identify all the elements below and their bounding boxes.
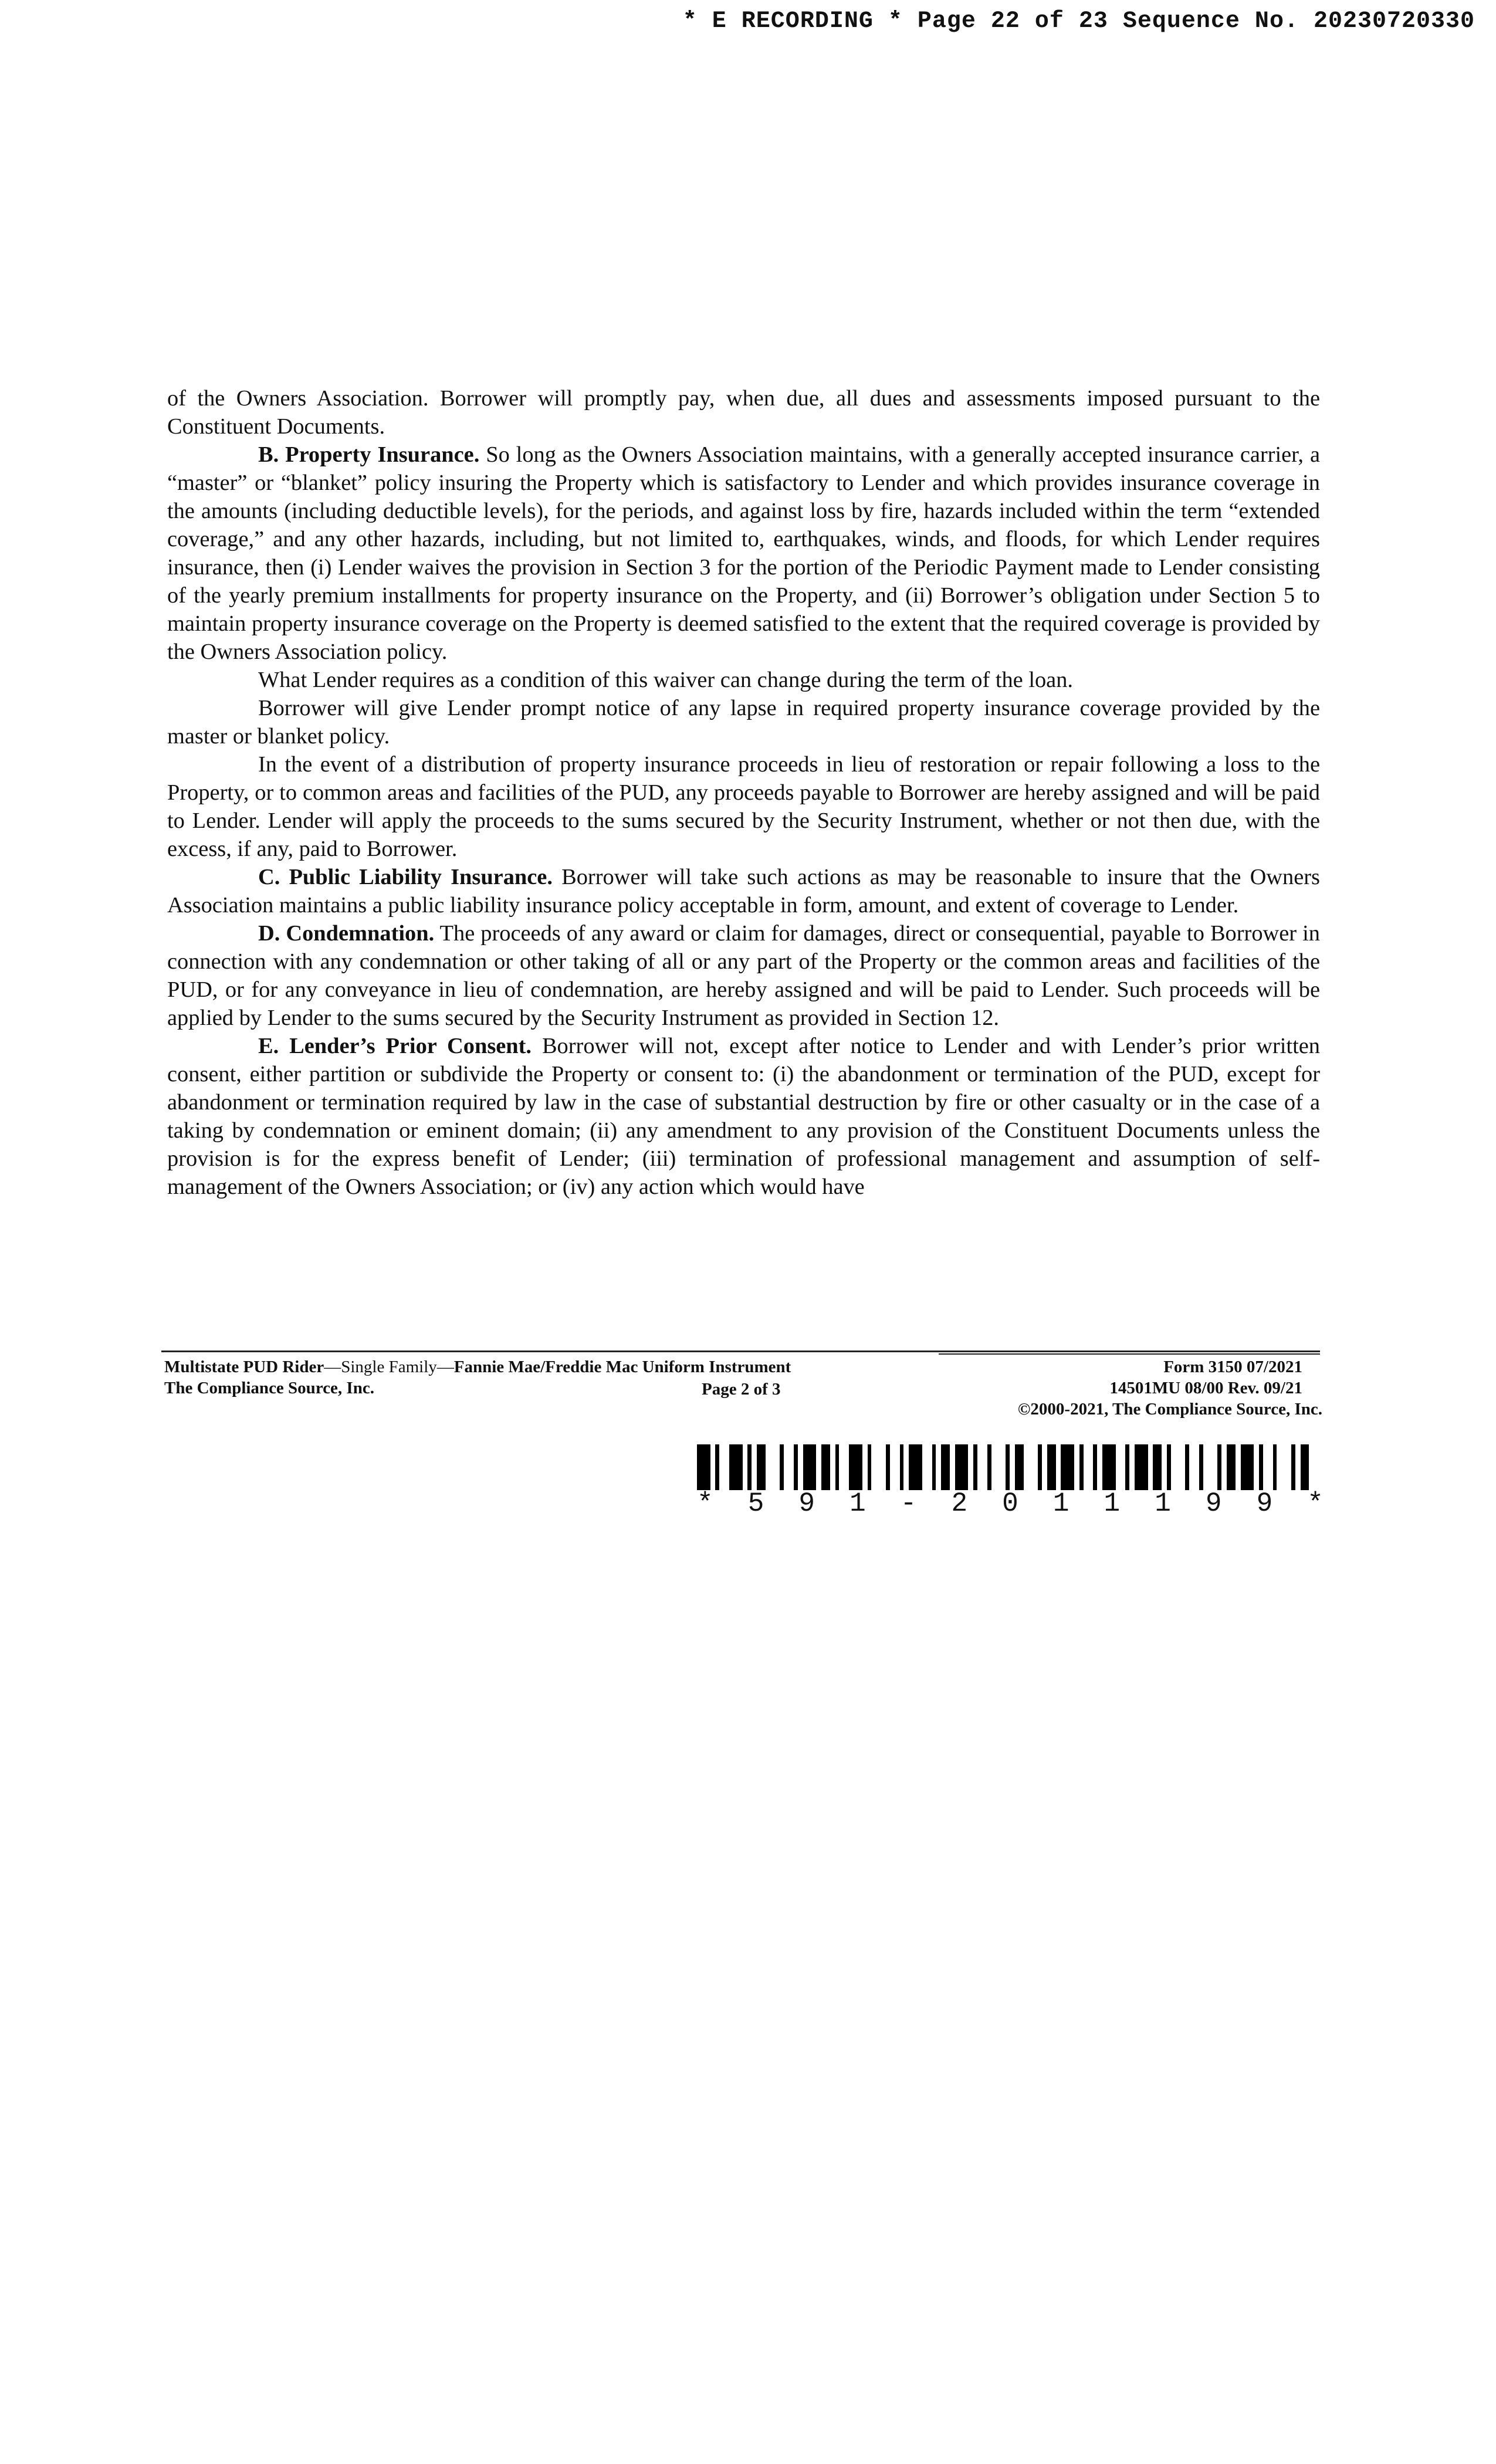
footer-form-title: Multistate PUD Rider—Single Family—Fannie Mae/Freddie Mac Uniform Instrument xyxy=(164,1358,791,1376)
barcode-bar xyxy=(835,1444,840,1490)
barcode-bar xyxy=(697,1444,710,1490)
barcode-bar xyxy=(1227,1444,1236,1490)
barcode-bar xyxy=(729,1444,743,1490)
barcode-char: * xyxy=(1307,1488,1324,1519)
barcode-bar xyxy=(1167,1444,1171,1490)
barcode-bar xyxy=(715,1444,719,1490)
barcode-bar xyxy=(1199,1444,1203,1490)
recording-header: * E RECORDING * Page 22 of 23 Sequence No. 20230720330 xyxy=(682,8,1475,35)
barcode-char: 1 xyxy=(1104,1488,1121,1519)
barcode-bar xyxy=(932,1444,936,1490)
barcode-char: 5 xyxy=(747,1488,764,1519)
barcode-bar xyxy=(1047,1444,1056,1490)
barcode-bar xyxy=(1135,1444,1148,1490)
barcode-char: 2 xyxy=(951,1488,968,1519)
barcode-bar xyxy=(1061,1444,1074,1490)
section-d-condemnation xyxy=(167,919,1320,1032)
barcode-bar xyxy=(747,1444,752,1490)
footer-divider xyxy=(161,1351,1320,1352)
barcode-bar xyxy=(1153,1444,1162,1490)
section-e-heading: E. Lender’s Prior Consent. xyxy=(258,1034,532,1058)
barcode-bar xyxy=(1185,1444,1189,1490)
section-c-text: Borrower will take such actions as may be reasonable to insure that the Owners Association maintains a public liability insurance policy acceptable in form, amount, and extent of coverage to Lender. xyxy=(167,865,1320,918)
barcode-bar xyxy=(821,1444,830,1490)
barcode-bar xyxy=(1038,1444,1042,1490)
barcode-bar xyxy=(973,1444,977,1490)
barcode-bar xyxy=(1006,1444,1010,1490)
section-b-property-insurance xyxy=(167,441,1320,666)
barcode-char: 9 xyxy=(1205,1488,1222,1519)
barcode-bar xyxy=(1079,1444,1084,1490)
section-d-text: The proceeds of any award or claim for damages, direct or consequential, payable to Borrower in connection with any condemnation or other taking of all or any part of the Property or the common areas and facilities of the PUD, or for any conveyance in lieu of condemnation, are hereby assigned and will be paid to Lender. Such proceeds will be applied by Lender to the sums secured by the Security Instrument as provided in Section 12. xyxy=(167,921,1320,1030)
barcode-char: 9 xyxy=(798,1488,815,1519)
barcode-bar xyxy=(803,1444,817,1490)
barcode-bar xyxy=(1273,1444,1277,1490)
section-c-public-liability xyxy=(167,863,1320,919)
paragraph-owners-association: of the Owners Association. Borrower will promptly pay, when due, all dues and assessments imposed pursuant to the Constituent Documents. xyxy=(167,386,1320,439)
section-e-text: Borrower will not, except after notice to Lender and with Lender’s prior written consent, either partition or subdivide the Property or consent to: (i) the abandonment or termination of the PUD, except for abandonment or termination required by law in the case of substantial destruction by fire or other casualty or in the case of a taking by condemnation or eminent domain; (ii) any amendment to any provision of the Constituent Documents unless the provision is for the express benefit of Lender; (iii) termination of professional management and assumption of self-management of the Owners Association; or (iv) any action which would have xyxy=(167,1034,1321,1199)
footer-copyright: ©2000-2021, The Compliance Source, Inc. xyxy=(1017,1400,1322,1419)
barcode-bar xyxy=(955,1444,969,1490)
barcode-bar xyxy=(868,1444,872,1490)
section-b-waiver-paragraph: What Lender requires as a condition of this waiver can change during the term of the loan. xyxy=(258,668,1074,692)
barcode-bar xyxy=(757,1444,766,1490)
section-e-lenders-prior-consent xyxy=(167,1032,1320,1201)
barcode-bar xyxy=(1217,1444,1221,1490)
barcode-bar xyxy=(987,1444,991,1490)
barcode-char: * xyxy=(697,1488,713,1519)
barcode-char: - xyxy=(900,1488,917,1519)
footer-form-number: Form 3150 07/2021 xyxy=(1163,1358,1302,1376)
section-b-proceeds-paragraph: In the event of a distribution of property insurance proceeds in lieu of restoration or repair following a loss to the Property, or to common areas and facilities of the PUD, any proceeds payable to Borrower are hereby assigned and will be paid to Lender. Lender will apply the proceeds to the sums secured by the Security Instrument, whether or not then due, with the excess, if any, paid to Borrower. xyxy=(167,752,1320,861)
footer-divider-short xyxy=(939,1353,1320,1355)
barcode-bar xyxy=(1102,1444,1116,1490)
footer-revision: 14501MU 08/00 Rev. 09/21 xyxy=(1109,1379,1302,1397)
barcode-bar xyxy=(1241,1444,1254,1490)
barcode-char: 1 xyxy=(1155,1488,1171,1519)
section-d-heading: D. Condemnation. xyxy=(258,921,435,946)
barcode-bar xyxy=(1259,1444,1263,1490)
barcode xyxy=(697,1444,1324,1490)
barcode-digits xyxy=(697,1489,1324,1518)
section-b-heading: B. Property Insurance. xyxy=(258,442,480,467)
barcode-bar xyxy=(1093,1444,1097,1490)
barcode-bar xyxy=(900,1444,904,1490)
section-b-notice-paragraph: Borrower will give Lender prompt notice of any lapse in required property insurance coverage provided by the master or blanket policy. xyxy=(167,696,1320,749)
barcode-char: 0 xyxy=(1002,1488,1018,1519)
footer-page-number: Page 2 of 3 xyxy=(702,1380,781,1399)
barcode-bar xyxy=(941,1444,950,1490)
barcode-char: 1 xyxy=(1052,1488,1069,1519)
barcode-bar xyxy=(1301,1444,1309,1490)
barcode-char: 1 xyxy=(849,1488,866,1519)
barcode-bar xyxy=(1015,1444,1024,1490)
footer-company-left: The Compliance Source, Inc. xyxy=(164,1379,374,1397)
section-c-heading: C. Public Liability Insurance. xyxy=(258,865,553,889)
barcode-bar xyxy=(1125,1444,1129,1490)
barcode-bar xyxy=(1291,1444,1295,1490)
barcode-bar xyxy=(849,1444,862,1490)
barcode-bar xyxy=(909,1444,922,1490)
barcode-bar xyxy=(780,1444,784,1490)
document-body xyxy=(167,384,1320,1201)
barcode-bar xyxy=(794,1444,798,1490)
section-b-text: So long as the Owners Association maintains, with a generally accepted insurance carrier, a “master” or “blanket” policy insuring the Property which is satisfactory to Lender and which provides insurance coverage in the amounts (including deductible levels), for the periods, and against loss by fire, hazards included within the term “extended coverage,” and any other hazards, including, but not limited to, earthquakes, winds, and floods, for which Lender requires insurance, then (i) Lender waives the provision in Section 3 for the portion of the Periodic Payment made to Lender consisting of the yearly premium installments for property insurance on the Property, and (ii) Borrower’s obligation under Section 5 to maintain property insurance coverage on the Property is deemed satisfied to the extent that the required coverage is provided by the Owners Association policy. xyxy=(167,442,1320,664)
barcode-bar xyxy=(886,1444,890,1490)
barcode-char: 9 xyxy=(1256,1488,1273,1519)
